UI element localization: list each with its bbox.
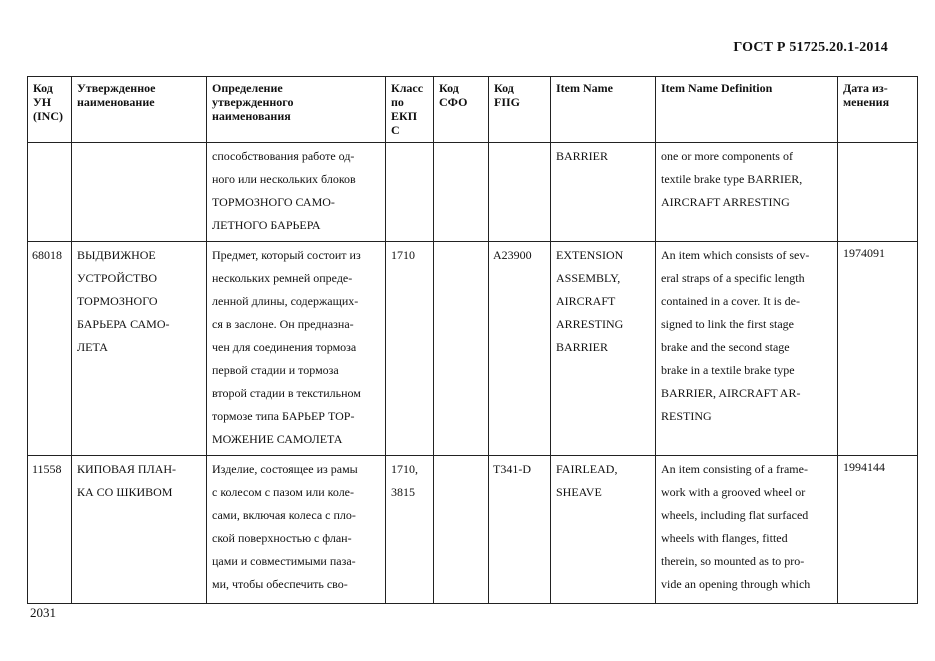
- cell-definition-ru: способствования работе од- ного или нескольких блоков ТОРМОЗНОГО САМО- ЛЕТНОГО БАРЬЕРА: [207, 143, 386, 242]
- table-row: [28, 456, 918, 604]
- col-header-item-definition: Item Name Definition: [656, 77, 838, 143]
- cell-class: 1710: [386, 242, 434, 456]
- cell-sfo: [434, 143, 489, 242]
- table-row: [28, 242, 918, 456]
- table-row: [28, 143, 918, 242]
- cell-date: 1974091: [838, 242, 918, 456]
- col-header-date: Дата из- менения: [838, 77, 918, 143]
- col-header-fiig: Код FIIG: [489, 77, 551, 143]
- cell-item-name: FAIRLEAD, SHEAVE: [551, 456, 656, 604]
- cell-code: [28, 143, 72, 242]
- cell-code: 68018: [28, 242, 72, 456]
- cell-name-ru: ВЫДВИЖНОЕ УСТРОЙСТВО ТОРМОЗНОГО БАРЬЕРА САМО- ЛЕТА: [72, 242, 207, 456]
- col-header-name-ru: Утвержденное наименование: [72, 77, 207, 143]
- cell-sfo: [434, 242, 489, 456]
- cell-class: 1710, 3815: [386, 456, 434, 604]
- cell-name-ru: КИПОВАЯ ПЛАН- КА СО ШКИВОМ: [72, 456, 207, 604]
- cell-item-definition: An item which consists of sev- eral straps of a specific length contained in a cover. It is de- signed to link the first stage brake and the second stage brake in a textile brake type BARRIER, AIRCRAFT AR- RESTING: [656, 242, 838, 456]
- cell-code: 11558: [28, 456, 72, 604]
- cell-fiig: [489, 143, 551, 242]
- cell-fiig: T341-D: [489, 456, 551, 604]
- cell-definition-ru: Предмет, который состоит из нескольких ремней опреде- ленной длины, содержащих- ся в заслоне. Он предназна- чен для соединения тормоза первой стадии и тормоза второй стадии в текстильном тормозе типа БАРЬЕР ТОР- МОЖЕНИЕ САМОЛЕТА: [207, 242, 386, 456]
- col-header-item-name: Item Name: [551, 77, 656, 143]
- table-header-row: [28, 77, 918, 143]
- col-header-class: Класс по ЕКП С: [386, 77, 434, 143]
- cell-item-name: BARRIER: [551, 143, 656, 242]
- col-header-definition-ru: Определение утвержденного наименования: [207, 77, 386, 143]
- cell-item-definition: one or more components of textile brake type BARRIER, AIRCRAFT ARRESTING: [656, 143, 838, 242]
- page-number: 2031: [30, 605, 56, 620]
- cell-sfo: [434, 456, 489, 604]
- cell-definition-ru: Изделие, состоящее из рамы с колесом с пазом или коле- сами, включая колеса с пло- ской поверхностью с флан- цами и совместимыми паза- ми, чтобы обеспечить сво-: [207, 456, 386, 604]
- cell-date: 1994144: [838, 456, 918, 604]
- cell-item-definition: An item consisting of a frame- work with a grooved wheel or wheels, including flat surfaced wheels with flanges, fitted therein, so mounted as to pro- vide an opening through which: [656, 456, 838, 604]
- col-header-code: Код УН (INC): [28, 77, 72, 143]
- cell-fiig: A23900: [489, 242, 551, 456]
- cell-name-ru: [72, 143, 207, 242]
- cell-class: [386, 143, 434, 242]
- specification-table: [27, 76, 918, 604]
- col-header-sfo: Код СФО: [434, 77, 489, 143]
- standard-title: ГОСТ Р 51725.20.1-2014: [733, 40, 888, 55]
- cell-date: [838, 143, 918, 242]
- cell-item-name: EXTENSION ASSEMBLY, AIRCRAFT ARRESTING BARRIER: [551, 242, 656, 456]
